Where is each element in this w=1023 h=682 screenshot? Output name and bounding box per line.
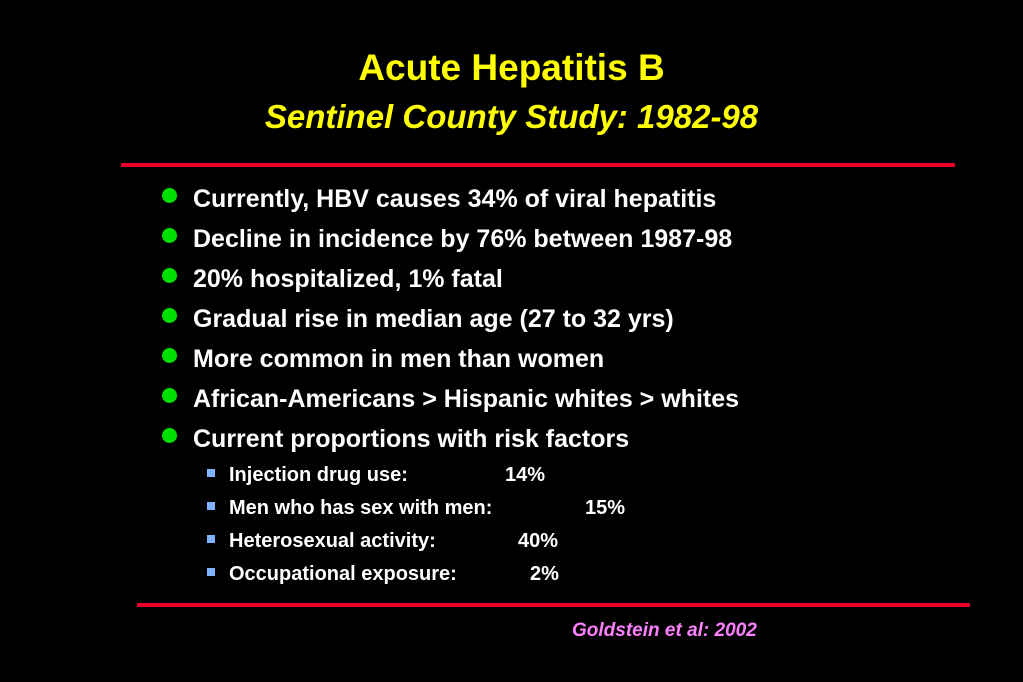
risk-factor-item (207, 525, 625, 558)
bullet-dot-icon (162, 268, 177, 283)
top-divider (121, 163, 955, 167)
risk-factor-label: Occupational exposure: (229, 563, 457, 585)
bullet-text: African-Americans > Hispanic whites > whites (193, 384, 740, 413)
sub-bullet-square-icon (207, 568, 215, 576)
bullet-item (158, 419, 739, 459)
risk-factor-list (207, 459, 625, 591)
risk-factor-value: 2% (530, 563, 559, 585)
sub-bullet-square-icon (207, 535, 215, 543)
risk-factor-item (207, 459, 625, 492)
slide-subtitle: Sentinel County Study: 1982-98 (264, 98, 759, 135)
sub-bullet-square-icon (207, 502, 215, 510)
bullet-dot-icon (162, 228, 177, 243)
bullet-item (158, 179, 739, 219)
risk-factor-item (207, 492, 625, 525)
risk-factor-label: Injection drug use: (229, 464, 408, 486)
risk-factor-value: 15% (585, 497, 626, 519)
bullet-dot-icon (162, 388, 177, 403)
risk-factor-label: Heterosexual activity: (229, 530, 436, 552)
bullet-item (158, 299, 739, 339)
bullet-dot-icon (162, 428, 177, 443)
bullet-dot-icon (162, 188, 177, 203)
risk-factor-value: 14% (505, 464, 546, 486)
bottom-divider (137, 603, 970, 607)
risk-factor-value: 40% (518, 530, 559, 552)
bullet-item (158, 379, 739, 419)
bullet-text: 20% hospitalized, 1% fatal (193, 264, 503, 293)
bullet-list (158, 179, 739, 459)
bullet-text: Gradual rise in median age (27 to 32 yrs) (193, 304, 674, 333)
bullet-item (158, 219, 739, 259)
bullet-item (158, 339, 739, 379)
citation: Goldstein et al: 2002 (572, 620, 757, 641)
bullet-text: Current proportions with risk factors (193, 424, 630, 453)
slide-title: Acute Hepatitis B (358, 47, 665, 88)
bullet-item (158, 259, 739, 299)
risk-factor-item (207, 558, 625, 591)
bullet-text: More common in men than women (193, 344, 605, 373)
sub-bullet-square-icon (207, 469, 215, 477)
bullet-dot-icon (162, 308, 177, 323)
bullet-dot-icon (162, 348, 177, 363)
risk-factor-label: Men who has sex with men: (229, 497, 493, 519)
bullet-text: Decline in incidence by 76% between 1987-98 (193, 224, 733, 253)
bullet-text: Currently, HBV causes 34% of viral hepatitis (193, 184, 717, 213)
